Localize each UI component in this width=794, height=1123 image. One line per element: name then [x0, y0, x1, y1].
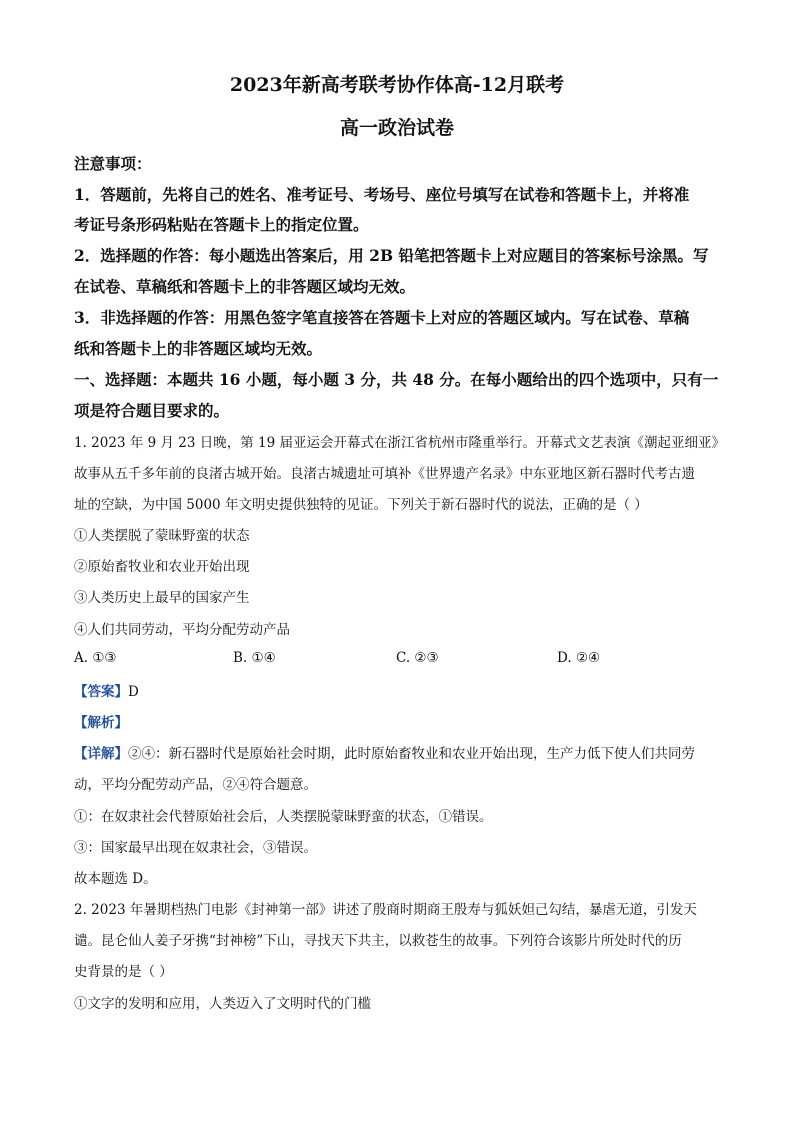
notice-line: 考证号条形码粘贴在答题卡上的指定位置。 — [74, 215, 369, 234]
analysis-tag: 【解析】 — [74, 715, 128, 731]
q1-detail: 动，平均分配劳动产品，②④符合题意。 — [74, 777, 317, 793]
q2-item: ①文字的发明和应用，人类迈入了文明时代的门槛 — [74, 996, 371, 1012]
notice-heading: 注意事项： — [74, 154, 152, 173]
detail-text: ②④：新石器时代是原始社会时期，此时原始畜牧业和农业开始出现，生产力低下使人们共同劳 — [128, 746, 695, 762]
q1-option-c: C. ②③ — [396, 650, 439, 666]
q1-item: ③人类历史上最早的国家产生 — [74, 590, 250, 606]
q1-item: ①人类摆脱了蒙昧野蛮的状态 — [74, 528, 250, 544]
q1-item: ②原始畜牧业和农业开始出现 — [74, 559, 250, 575]
q1-option-a: A. ①③ — [74, 650, 117, 666]
q2-stem: 谴。昆仑仙人姜子牙携“封神榜”下山，寻找天下共主，以救苍生的故事。下列符合该影片所处时代的历 — [74, 933, 682, 949]
notice-line: 2．选择题的作答：每小题选出答案后，用 2B 铅笔把答题卡上对应题目的答案标号涂黑。写 — [74, 246, 709, 265]
notice-line: 3．非选择题的作答：用黑色签字笔直接答在答题卡上对应的答题区域内。写在试卷、草稿 — [74, 308, 690, 327]
q1-stem: 1. 2023 年 9 月 23 日晚，第 19 届亚运会开幕式在浙江省杭州市隆重举行。开幕式文艺表演《潮起亚细亚》 — [74, 435, 726, 451]
answer-value: D — [128, 684, 139, 700]
notice-line: 在试卷、草稿纸和答题卡上的非答题区域均无效。 — [74, 277, 416, 296]
q1-detail: ③：国家最早出现在奴隶社会，③错误。 — [74, 840, 317, 856]
exam-subtitle: 高一政治试卷 — [339, 117, 454, 139]
q1-analysis-tag — [74, 711, 722, 731]
exam-title: 2023年新高考联考协作体高-12月联考 — [229, 74, 565, 96]
q1-item: ④人们共同劳动，平均分配劳动产品 — [74, 622, 290, 638]
q1-answer — [74, 680, 722, 700]
q2-stem: 2. 2023 年暑期档热门电影《封神第一部》讲述了殷商时期商王殷寿与狐妖妲己勾结，暴虐无道，引发天 — [74, 902, 697, 918]
notice-line: 1．答题前，先将自己的姓名、准考证号、考场号、座位号填写在试卷和答题卡上，并将准 — [74, 185, 690, 204]
section-heading: 一、选择题：本题共 16 小题，每小题 3 分，共 48 分。在每小题给出的四个选项中，只有一 — [74, 370, 719, 389]
q1-option-b: B. ①④ — [233, 650, 276, 666]
q1-stem: 址的空缺，为中国 5000 年文明史提供独特的见证。下列关于新石器时代的说法，正确的是（ ） — [74, 497, 648, 513]
notice-line: 纸和答题卡上的非答题区域均无效。 — [74, 339, 323, 358]
q1-stem: 故事从五千多年前的良渚古城开始。良渚古城遗址可填补《世界遗产名录》中东亚地区新石器时代考古遗 — [74, 466, 695, 482]
q1-conclusion: 故本题选 D。 — [74, 871, 157, 887]
q2-stem: 史背景的是（ ） — [74, 964, 173, 980]
q1-option-d: D. ②④ — [557, 650, 601, 666]
detail-tag: 【详解】 — [74, 746, 128, 762]
q1-detail: ①：在奴隶社会代替原始社会后，人类摆脱蒙昧野蛮的状态，①错误。 — [74, 809, 493, 825]
q1-detail — [74, 742, 722, 762]
section-heading: 项是符合题目要求的。 — [74, 401, 230, 420]
answer-tag: 【答案】 — [74, 684, 128, 700]
